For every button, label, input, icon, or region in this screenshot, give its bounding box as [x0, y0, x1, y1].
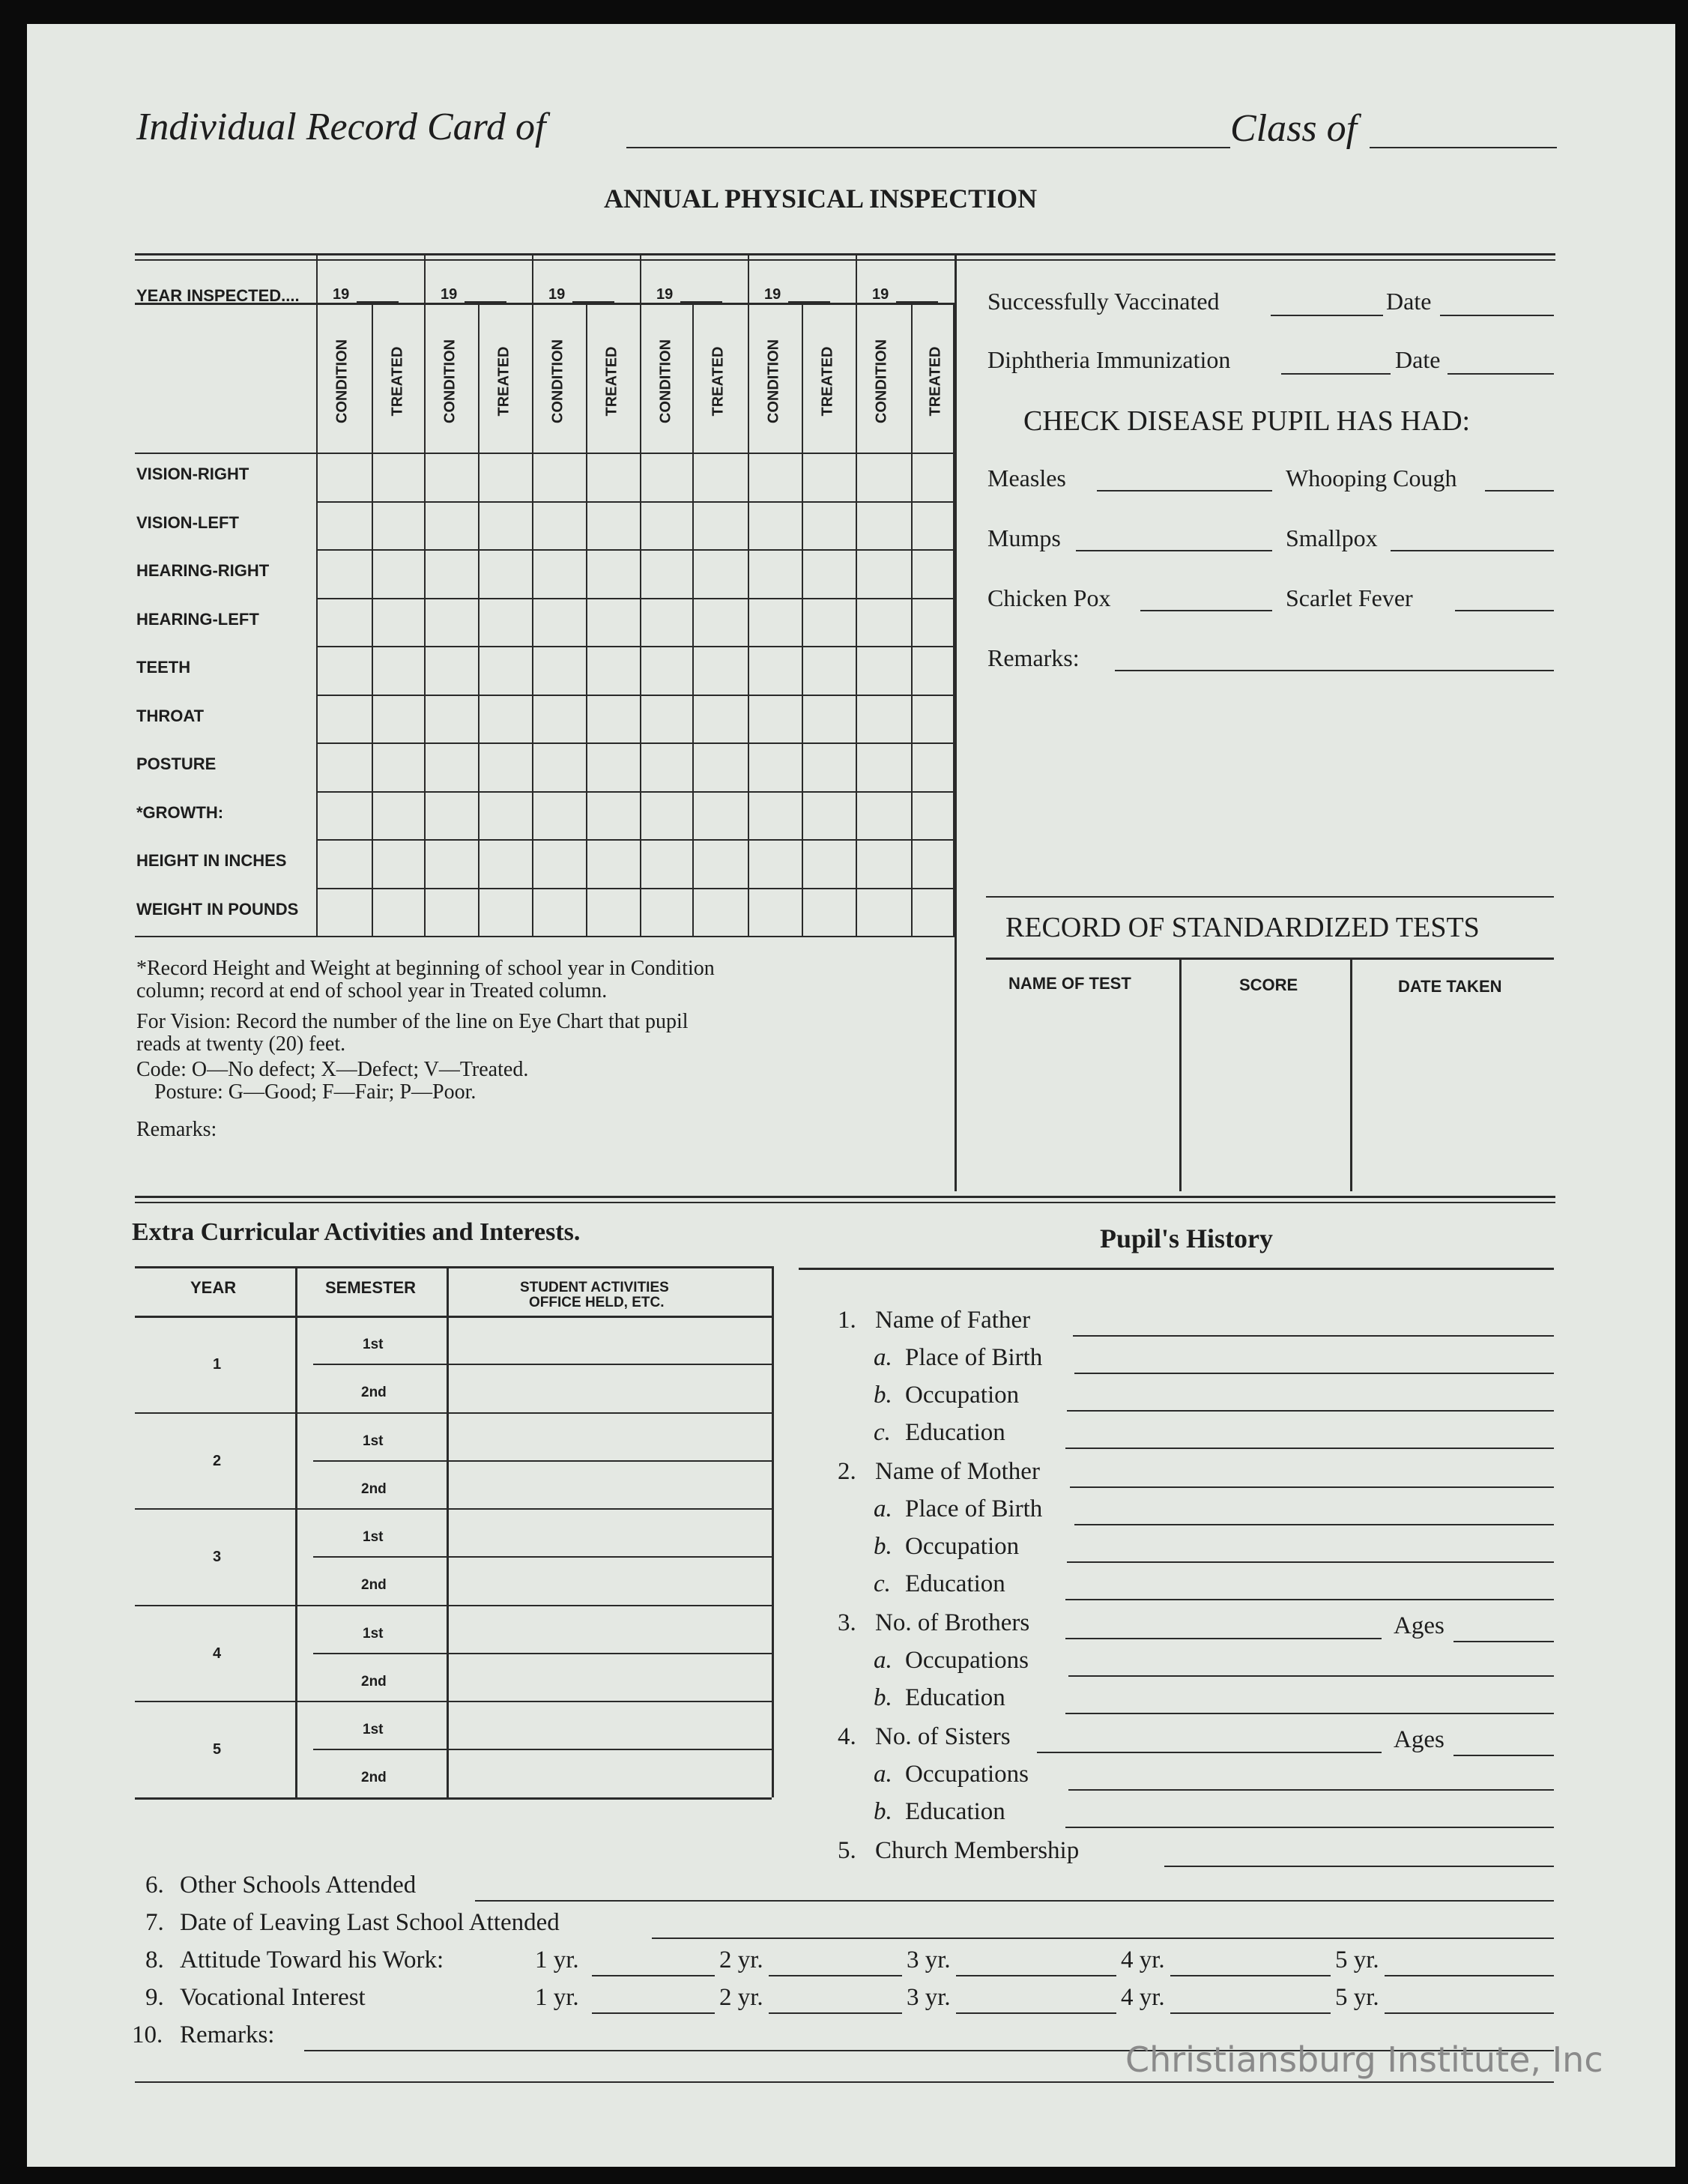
section-divider: [955, 253, 957, 1191]
row-label-5: THROAT: [136, 706, 205, 725]
class-label: Class of: [1230, 107, 1358, 150]
tests-header-line: [986, 958, 1554, 960]
act-row-line-1: [135, 1508, 772, 1510]
chicken-pox-line: [1140, 610, 1272, 611]
history-label-0: Name of Father: [875, 1307, 1031, 1334]
attitude-label: Attitude Toward his Work:: [180, 1946, 444, 1973]
act-sem1-2: 1st: [363, 1433, 384, 1449]
immunization-remarks-line: [1115, 670, 1554, 671]
grid-row-line-0: [316, 501, 953, 503]
col-treated-4: [817, 310, 839, 453]
history-line-14: [1164, 1866, 1554, 1867]
year-divider-3: [640, 253, 641, 303]
history-line-13: [1065, 1827, 1554, 1828]
col-date-taken: DATE TAKEN: [1398, 977, 1502, 996]
col-treated-2: [601, 310, 623, 453]
top-rule-2: [135, 259, 1555, 261]
posture-legend: Posture: G—Good; F—Fair; P—Poor.: [154, 1080, 477, 1104]
treated-label: TREATED: [710, 346, 727, 417]
grid-col-line-8: [748, 303, 749, 936]
history-label-10: Education: [905, 1684, 1005, 1711]
act-sem2-2: 2nd: [361, 1480, 387, 1497]
name-blank-line: [626, 147, 1230, 148]
row-label-0: VISION-RIGHT: [136, 465, 249, 483]
note-vision-2: reads at twenty (20) feet.: [136, 1032, 346, 1056]
code-legend: Code: O—No defect; X—Defect; V—Treated.: [136, 1058, 529, 1081]
grid-row-line-5: [316, 742, 953, 744]
col-condition-5: [871, 310, 893, 453]
vaccinated-label: Successfully Vaccinated: [987, 288, 1220, 315]
col-treated-5: [925, 310, 947, 453]
history-label-2: Occupation: [905, 1382, 1020, 1409]
treated-label: TREATED: [603, 346, 620, 417]
chicken-pox-label: Chicken Pox: [987, 584, 1111, 611]
immunization-remarks-label: Remarks:: [987, 644, 1080, 671]
history-num-0: 1.: [838, 1307, 856, 1334]
act-mid-line-1: [313, 1460, 772, 1462]
history-num-3: c.: [874, 1419, 891, 1446]
card-title: Individual Record Card of: [136, 106, 546, 148]
history-num-2: b.: [874, 1382, 892, 1409]
condition-label: CONDITION: [873, 339, 890, 424]
attitude-line-0: [592, 1975, 715, 1976]
history-num-8: 8.: [145, 1946, 164, 1973]
grid-col-line-6: [640, 303, 641, 936]
condition-label: CONDITION: [333, 339, 351, 424]
act-sem2-1: 2nd: [361, 1385, 387, 1400]
history-line-8: [1065, 1638, 1382, 1639]
smallpox-label: Smallpox: [1286, 524, 1378, 551]
history-ages-11: Ages: [1394, 1726, 1445, 1753]
mumps-label: Mumps: [987, 524, 1061, 551]
middle-rule: [135, 1196, 1555, 1198]
record-card-sheet: [27, 24, 1675, 2167]
row-label-3: HEARING-LEFT: [136, 609, 259, 629]
attitude-yr5: 5 yr.: [1335, 1946, 1379, 1973]
inspection-heading: ANNUAL PHYSICAL INSPECTION: [604, 184, 1038, 214]
history-label-12: Occupations: [905, 1761, 1029, 1788]
year-prefix-1: 19: [441, 286, 458, 303]
history-label-5: Place of Birth: [905, 1495, 1043, 1522]
col-treated-3: [707, 310, 730, 453]
diphtheria-line: [1281, 373, 1391, 375]
grid-col-line-3: [478, 303, 480, 936]
act-top-line: [135, 1266, 772, 1268]
history-num-7: 7.: [145, 1909, 164, 1936]
act-mid-line-0: [313, 1364, 772, 1365]
final-remarks-label: Remarks:: [180, 2021, 275, 2048]
final-remarks-line-2: [135, 2081, 1554, 2083]
grid-bottom-line: [135, 936, 955, 937]
year-prefix-2: 19: [548, 286, 566, 303]
whooping-line: [1485, 490, 1554, 491]
grid-col-line-11: [911, 303, 913, 936]
history-label-9: Occupations: [905, 1647, 1029, 1674]
condition-label: CONDITION: [441, 339, 459, 424]
history-num-11: 4.: [838, 1723, 856, 1750]
grid-row-line-1: [316, 549, 953, 551]
inspection-remarks-label: Remarks:: [136, 1118, 217, 1141]
row-label-8: HEIGHT IN INCHES: [136, 851, 287, 870]
history-num-5: a.: [874, 1495, 892, 1522]
history-ages-line-8: [1453, 1641, 1554, 1642]
history-num-7: c.: [874, 1570, 891, 1597]
history-label-1: Place of Birth: [905, 1344, 1043, 1371]
grid-col-line-10: [856, 303, 857, 936]
vocational-line-1: [769, 2012, 902, 2014]
attitude-line-2: [956, 1975, 1116, 1976]
col-score: SCORE: [1239, 975, 1298, 994]
watermark: Christiansburg Institute, Inc: [1125, 2039, 1603, 2080]
history-heading: Pupil's History: [1100, 1223, 1274, 1253]
attitude-yr3: 3 yr.: [907, 1946, 951, 1973]
year-prefix-5: 19: [872, 286, 889, 303]
year-blank-2: [572, 301, 614, 303]
year-header-line: [135, 303, 955, 305]
history-num-13: b.: [874, 1798, 892, 1825]
grid-row-line-7: [316, 839, 953, 841]
vocational-yr2: 2 yr.: [719, 1984, 763, 2011]
act-row-line-3: [135, 1701, 772, 1702]
act-year-1: 1: [213, 1356, 222, 1373]
treated-label: TREATED: [389, 346, 406, 417]
vocational-yr4: 4 yr.: [1121, 1984, 1165, 2011]
history-line-9: [1068, 1675, 1554, 1677]
year-blank-5: [896, 301, 938, 303]
col-condition-1: [439, 310, 462, 453]
col-treated-0: [387, 310, 409, 453]
col-condition-0: [331, 310, 354, 453]
act-bottom-line: [135, 1797, 772, 1800]
act-mid-line-3: [313, 1653, 772, 1654]
tests-top-line: [986, 896, 1554, 898]
attitude-line-1: [769, 1975, 902, 1976]
history-num-10: b.: [874, 1684, 892, 1711]
grid-col-line-7: [692, 303, 694, 936]
grid-col-line-9: [802, 303, 803, 936]
act-head-line: [135, 1316, 772, 1318]
grid-row-line-8: [316, 888, 953, 889]
history-line-6: [1067, 1561, 1554, 1563]
vocational-line-0: [592, 2012, 715, 2014]
measles-label: Measles: [987, 465, 1066, 491]
year-divider-1: [424, 253, 426, 303]
year-divider-4: [748, 253, 749, 303]
col-year: YEAR: [190, 1278, 237, 1297]
act-year-4: 4: [213, 1645, 222, 1662]
activities-heading: Extra Curricular Activities and Interests.: [132, 1218, 581, 1246]
year-prefix-3: 19: [656, 286, 674, 303]
grid-col-line-2: [424, 303, 426, 936]
vaccinated-date-line: [1440, 315, 1554, 316]
history-line-10: [1065, 1713, 1554, 1714]
act-right-line: [772, 1266, 774, 1797]
grid-col-line-0: [316, 303, 318, 936]
attitude-yr4: 4 yr.: [1121, 1946, 1165, 1973]
grid-header-bottom: [135, 453, 955, 454]
act-divider-1: [295, 1266, 297, 1797]
date-leaving-line: [652, 1938, 1554, 1939]
treated-label: TREATED: [819, 346, 836, 417]
history-line-11: [1037, 1752, 1382, 1753]
act-mid-line-2: [313, 1556, 772, 1558]
condition-label: CONDITION: [657, 339, 674, 424]
vocational-line-2: [956, 2012, 1116, 2014]
grid-col-line-1: [372, 303, 373, 936]
col-semester: SEMESTER: [325, 1278, 417, 1297]
class-blank-line: [1370, 147, 1557, 148]
attitude-line-3: [1170, 1975, 1331, 1976]
act-mid-line-4: [313, 1749, 772, 1750]
year-divider-0: [316, 253, 318, 303]
col-office-held: OFFICE HELD, ETC.: [529, 1295, 665, 1310]
history-line-0: [1073, 1335, 1554, 1337]
note-growth-2: column; record at end of school year in Treated column.: [136, 979, 608, 1002]
grid-col-line-4: [532, 303, 533, 936]
act-sem1-4: 1st: [363, 1625, 384, 1642]
year-blank-1: [465, 301, 506, 303]
attitude-yr2: 2 yr.: [719, 1946, 763, 1973]
treated-label: TREATED: [927, 346, 944, 417]
history-label-6: Occupation: [905, 1533, 1020, 1560]
act-sem1-1: 1st: [363, 1337, 384, 1352]
other-schools-line: [475, 1900, 1554, 1902]
other-schools-label: Other Schools Attended: [180, 1872, 417, 1899]
history-num-8: 3.: [838, 1609, 856, 1636]
history-num-9: a.: [874, 1647, 892, 1674]
year-prefix-0: 19: [333, 286, 350, 303]
smallpox-line: [1391, 550, 1554, 551]
row-label-9: WEIGHT IN POUNDS: [136, 899, 299, 919]
vocational-line-3: [1170, 2012, 1331, 2014]
history-num-12: a.: [874, 1761, 892, 1788]
top-rule: [135, 253, 1555, 255]
vocational-yr1: 1 yr.: [535, 1984, 579, 2011]
act-row-line-2: [135, 1605, 772, 1606]
history-line-5: [1074, 1524, 1554, 1525]
year-blank-4: [788, 301, 830, 303]
history-num-4: 2.: [838, 1458, 856, 1485]
tests-divider-1: [1179, 958, 1182, 1191]
vaccinated-line: [1271, 315, 1383, 316]
history-ages-8: Ages: [1394, 1612, 1445, 1639]
act-sem2-5: 2nd: [361, 1770, 387, 1785]
year-divider-5: [856, 253, 857, 303]
diphtheria-date-label: Date: [1395, 346, 1441, 373]
vocational-label: Vocational Interest: [180, 1984, 366, 2011]
year-inspected-label: YEAR INSPECTED....: [136, 286, 300, 305]
history-label-13: Education: [905, 1798, 1005, 1825]
note-growth-1: *Record Height and Weight at beginning of school year in Condition: [136, 957, 715, 980]
col-treated-1: [493, 310, 515, 453]
history-line-4: [1070, 1486, 1554, 1488]
grid-col-line-5: [586, 303, 587, 936]
disease-heading: CHECK DISEASE PUPIL HAS HAD:: [1023, 405, 1471, 437]
history-line-2: [1067, 1410, 1554, 1412]
act-sem2-3: 2nd: [361, 1577, 387, 1593]
measles-line: [1097, 490, 1272, 491]
row-label-1: VISION-LEFT: [136, 512, 239, 532]
act-year-2: 2: [213, 1452, 222, 1469]
tests-divider-2: [1350, 958, 1352, 1191]
history-top-line: [799, 1268, 1554, 1270]
middle-rule-2: [135, 1202, 1555, 1203]
scarlet-label: Scarlet Fever: [1286, 584, 1413, 611]
date-leaving-label: Date of Leaving Last School Attended: [180, 1909, 560, 1936]
col-condition-3: [655, 310, 677, 453]
condition-label: CONDITION: [549, 339, 566, 424]
attitude-line-4: [1385, 1975, 1554, 1976]
condition-label: CONDITION: [765, 339, 782, 424]
year-blank-3: [680, 301, 722, 303]
diphtheria-label: Diphtheria Immunization: [987, 346, 1231, 373]
act-divider-2: [447, 1266, 449, 1797]
row-label-7: *GROWTH:: [136, 802, 224, 822]
history-num-14: 5.: [838, 1837, 856, 1864]
vaccinated-date-label: Date: [1386, 288, 1432, 315]
treated-label: TREATED: [495, 346, 512, 417]
history-line-1: [1074, 1373, 1554, 1374]
history-label-11: No. of Sisters: [875, 1723, 1011, 1750]
history-num-6: b.: [874, 1533, 892, 1560]
history-line-12: [1068, 1789, 1554, 1791]
vocational-line-4: [1385, 2012, 1554, 2014]
col-student-activities: STUDENT ACTIVITIES: [520, 1280, 669, 1295]
history-num-9: 9.: [145, 1984, 164, 2011]
history-label-8: No. of Brothers: [875, 1609, 1030, 1636]
history-label-14: Church Membership: [875, 1837, 1080, 1864]
note-vision-1: For Vision: Record the number of the line on Eye Chart that pupil: [136, 1010, 689, 1033]
history-line-3: [1065, 1448, 1554, 1449]
row-label-4: TEETH: [136, 658, 191, 677]
history-line-7: [1065, 1599, 1554, 1600]
act-sem2-4: 2nd: [361, 1673, 387, 1690]
grid-row-line-6: [316, 791, 953, 793]
history-label-3: Education: [905, 1419, 1005, 1446]
row-label-6: POSTURE: [136, 754, 217, 773]
act-row-line-0: [135, 1412, 772, 1414]
act-year-5: 5: [213, 1741, 222, 1758]
year-blank-0: [357, 301, 399, 303]
scarlet-line: [1455, 610, 1554, 611]
grid-row-line-3: [316, 646, 953, 647]
act-sem1-3: 1st: [363, 1529, 384, 1545]
year-divider-2: [532, 253, 533, 303]
col-condition-4: [763, 310, 785, 453]
history-ages-line-11: [1453, 1755, 1554, 1756]
year-prefix-4: 19: [764, 286, 781, 303]
col-condition-2: [547, 310, 569, 453]
whooping-label: Whooping Cough: [1286, 465, 1457, 491]
vocational-yr3: 3 yr.: [907, 1984, 951, 2011]
history-label-4: Name of Mother: [875, 1458, 1040, 1485]
act-year-3: 3: [213, 1549, 222, 1565]
diphtheria-date-line: [1447, 373, 1554, 375]
tests-heading: RECORD OF STANDARDIZED TESTS: [1005, 912, 1480, 943]
row-label-2: HEARING-RIGHT: [136, 561, 270, 580]
attitude-yr1: 1 yr.: [535, 1946, 579, 1973]
vocational-yr5: 5 yr.: [1335, 1984, 1379, 2011]
history-num-6: 6.: [145, 1872, 164, 1899]
history-label-7: Education: [905, 1570, 1005, 1597]
history-num-10: 10.: [132, 2021, 163, 2048]
col-name-of-test: NAME OF TEST: [1008, 974, 1131, 993]
act-sem1-5: 1st: [363, 1722, 384, 1737]
mumps-line: [1076, 550, 1272, 551]
grid-row-line-2: [316, 598, 953, 599]
history-num-1: a.: [874, 1344, 892, 1371]
grid-row-line-4: [316, 695, 953, 696]
